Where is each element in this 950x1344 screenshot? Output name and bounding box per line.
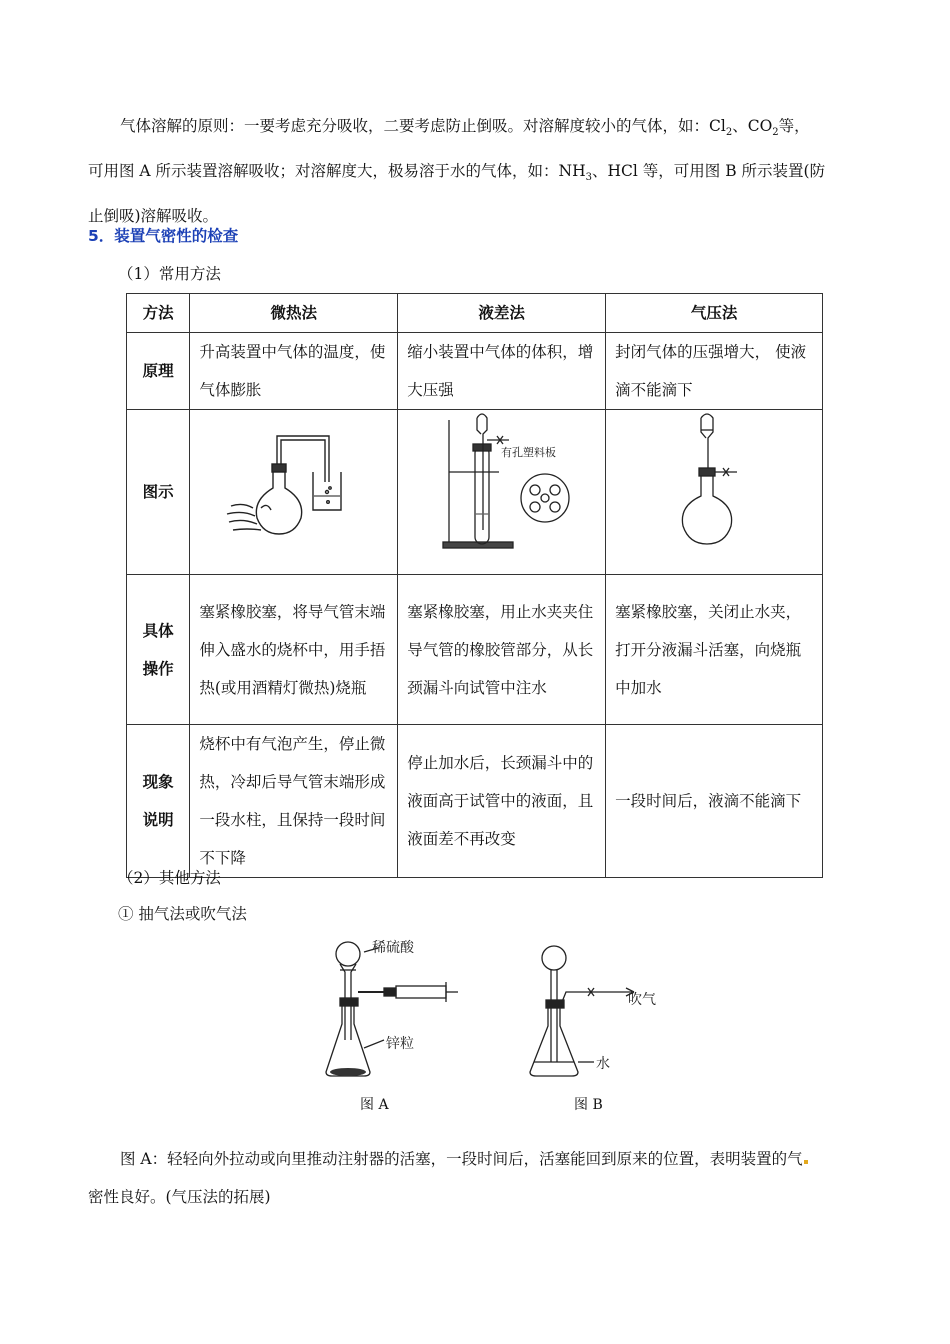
cell-operation-liquid: 塞紧橡胶塞，用止水夹夹住导气管的橡胶管部分，从长颈漏斗向试管中注水: [398, 575, 606, 725]
intro-line-1: 气体溶解的原则：一要考虑充分吸收，二要考虑防止倒吸。对溶解度较小的气体，如：$Cl_2$、$CO_2$等，: [120, 117, 810, 139]
table-row-principle: [127, 333, 823, 410]
table-row-figure: [127, 410, 823, 575]
table-row-operation: [127, 575, 823, 725]
header-liquid-diff: 液差法: [398, 294, 606, 333]
test-tube-funnel-illustration: [399, 410, 605, 560]
cell-principle-heat: 升高装置中气体的温度，使气体膨胀: [190, 333, 398, 410]
section-title: 5．装置气密性的检查: [88, 227, 239, 245]
figure-air-pressure: [606, 410, 823, 575]
conclusion-line-2: 密性良好。(气压法的拓展): [88, 1188, 271, 1206]
intro-line-2: 可用图 A 所示装置溶解吸收；对溶解度大，极易溶于水的气体，如：$NH_3$、HCl 等，可用图 B 所示装置(防: [88, 162, 826, 184]
airtightness-methods-table: [126, 293, 823, 878]
header-micro-heat: 微热法: [190, 294, 398, 333]
row-label-principle: 原理: [127, 333, 190, 410]
plate-label: 有孔塑料板: [500, 446, 556, 459]
intro-paragraph: [88, 107, 868, 235]
cell-principle-pressure: 封闭气体的压强增大， 使液滴不能滴下: [606, 333, 823, 410]
label-dilute-sulfuric-acid: 稀硫酸: [372, 940, 414, 956]
label-water: 水: [596, 1056, 610, 1072]
flask-hand-beaker-illustration: [191, 410, 397, 560]
method-suction-or-blow: ① 抽气法或吹气法: [118, 905, 247, 923]
cell-operation-heat: 塞紧橡胶塞，将导气管末端伸入盛水的烧杯中，用手捂热(或用酒精灯微热)烧瓶: [190, 575, 398, 725]
figure-a-apparatus: [318, 936, 468, 1086]
caption-figure-b: 图 B: [574, 1097, 603, 1113]
header-method: 方法: [127, 294, 190, 333]
cell-phenomenon-liquid: 停止加水后，长颈漏斗中的液面高于试管中的液面，且液面差不再改变: [398, 725, 606, 878]
conclusion-paragraph: [88, 1140, 868, 1216]
cell-phenomenon-pressure: 一段时间后，液滴不能滴下: [606, 725, 823, 878]
header-air-pressure: 气压法: [606, 294, 823, 333]
caption-figure-a: 图 A: [360, 1097, 389, 1113]
figure-liquid-diff: [398, 410, 606, 575]
conclusion-line-1: 图 A：轻轻向外拉动或向里推动注射器的活塞，一段时间后，活塞能回到原来的位置，表明装置的气: [88, 1140, 868, 1178]
figure-micro-heat: [190, 410, 398, 575]
row-label-figure: 图示: [127, 410, 190, 575]
cell-operation-pressure: 塞紧橡胶塞，关闭止水夹，打开分液漏斗活塞，向烧瓶中加水: [606, 575, 823, 725]
cell-phenomenon-heat: 烧杯中有气泡产生，停止微热，冷却后导气管末端形成一段水柱，且保持一段时间不下降: [190, 725, 398, 878]
highlight-dot: [804, 1160, 808, 1164]
intro-line-3: 止倒吸)溶解吸收。: [88, 207, 219, 226]
cell-principle-liquid: 缩小装置中气体的体积，增大压强: [398, 333, 606, 410]
subsection-common-methods: （1）常用方法: [118, 265, 221, 283]
label-blow-air: 吹气: [628, 992, 656, 1008]
row-label-phenomenon: 现象 说明: [127, 725, 190, 878]
flask-dropping-funnel-illustration: [607, 410, 821, 560]
row-label-operation: 具体 操作: [127, 575, 190, 725]
table-row-phenomenon: [127, 725, 823, 878]
label-zinc-granules: 锌粒: [386, 1036, 414, 1052]
figure-b-apparatus: [522, 936, 672, 1086]
subsection-other-methods: （2）其他方法: [118, 869, 221, 887]
table-header-row: [127, 294, 823, 333]
